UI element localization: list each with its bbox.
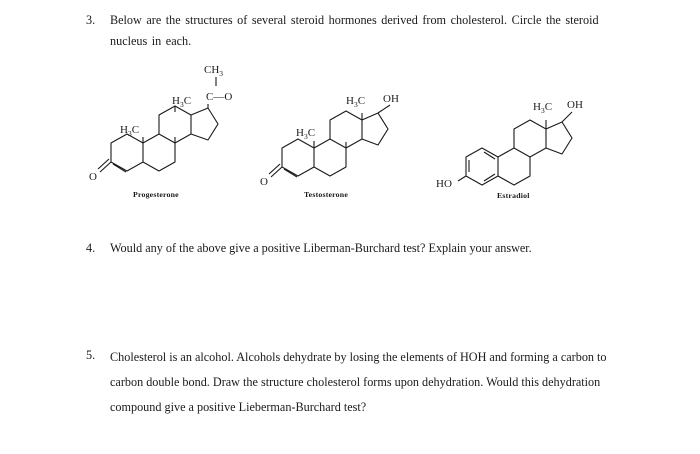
progesterone-caption: Progesterone xyxy=(133,190,179,199)
question-text: Below are the structures of several steroid hormones derived from cholesterol. Circle the steroid nucleus in each. xyxy=(110,13,599,48)
question-text: Would any of the above give a positive Liberman-Burchard test? Explain your answer. xyxy=(110,241,532,255)
estradiol-methyl-c-label: $H_3C$ xyxy=(533,101,553,115)
testosterone-skeleton xyxy=(269,105,390,177)
progesterone-methyl-a-label: $H_3C$ xyxy=(120,124,140,138)
testosterone-methyl-a-label: $H_3C$ xyxy=(296,127,316,141)
estradiol-caption: Estradiol xyxy=(497,191,530,200)
progesterone-methyl-c-label: $H_3C$ xyxy=(172,95,192,109)
testosterone-oh-label: OH xyxy=(383,93,399,105)
progesterone-ch3-label: $CH_3$ xyxy=(204,64,224,78)
question-number: 5. xyxy=(86,348,96,362)
estradiol-ho-label: HO xyxy=(436,178,452,190)
question-text: Cholesterol is an alcohol. Alcohols dehydrate by losing the elements of HOH and forming a carbon to carbon double bond. Draw the structure cholesterol forms upon dehydration. Would this dehydration compound give a positive Lieberman-Burchard test? xyxy=(110,350,607,414)
testosterone-caption: Testosterone xyxy=(304,190,348,199)
question-number: 3. xyxy=(86,13,96,27)
estradiol-skeleton xyxy=(458,112,572,185)
testosterone-methyl-c-label: $H_3C$ xyxy=(346,95,366,109)
estradiol-oh-label: OH xyxy=(567,99,583,111)
question-number: 4. xyxy=(86,241,96,255)
progesterone-skeleton xyxy=(98,77,218,172)
progesterone-ketone-o: O xyxy=(89,171,97,183)
progesterone-carbonyl-label: C—O xyxy=(206,91,233,103)
testosterone-ketone-o: O xyxy=(260,176,268,188)
